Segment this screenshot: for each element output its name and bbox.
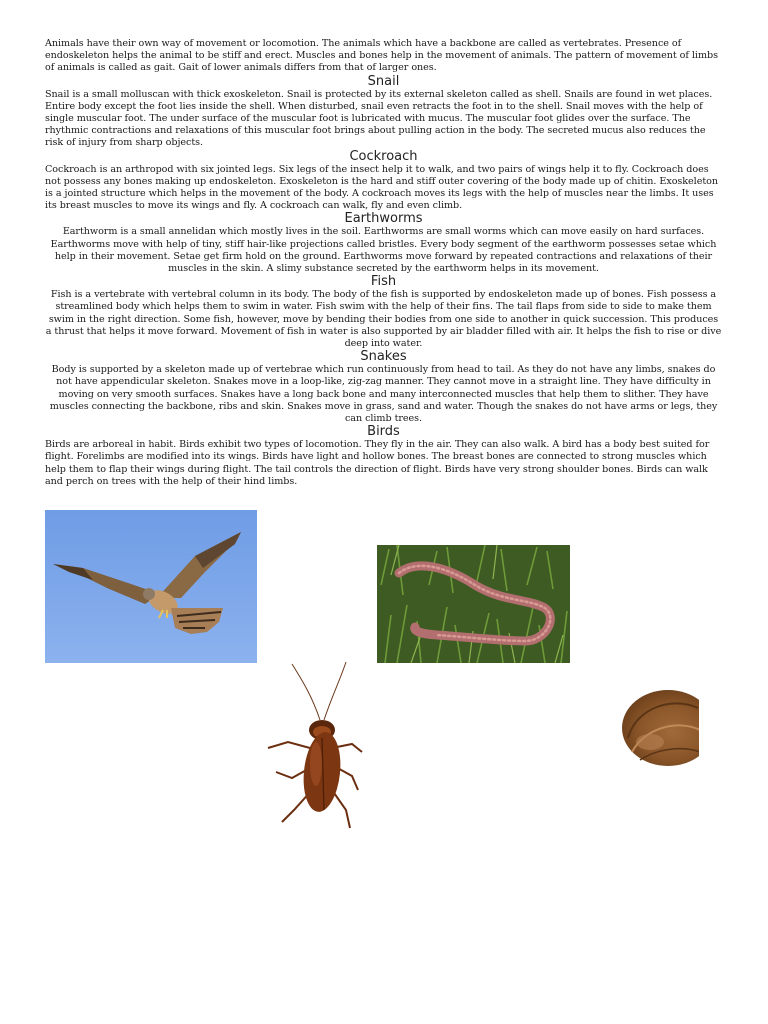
bird-photo <box>45 510 257 663</box>
paragraph-fish: Fish is a vertebrate with vertebral column in its body. The body of the fish is supported by endoskeleton made up of bones. Fish possess a streamlined body which helps them to swim in water. Fish swim with the help of their fins. The tail flaps from side to side to make them swim in the right direction. Some fish, however, move by bending their bodies from one side to another in quick succession. This produces a thrust that helps it move forward. Movement of fish in water is also supported by air bladder filled with air. It helps the fish to rise or dive deep into water. <box>45 289 722 350</box>
heading-snakes: Snakes <box>360 349 407 365</box>
paragraph-snakes: Body is supported by a skeleton made up of vertebrae which run continuously from head to tail. As they do not have any limbs, snakes do not have appendicular skeleton. Snakes move in a loop-like, zig-zag manner. They cannot move in a straight line. They have difficulty in moving on very smooth surfaces. Snakes have a long back bone and many interconnected muscles that help them to slither. They have muscles connecting the backbone, ribs and skin. Snakes move in grass, sand and water. Though the snakes do not have arms or legs, they can climb trees. <box>49 364 718 425</box>
heading-snail: Snail <box>367 73 400 89</box>
paragraph-snail: Snail is a small molluscan with thick exoskeleton. Snail is protected by its external skeleton called as shell. Snails are found in wet places. Entire body except the foot lies inside the shell. When disturbed, snail even retracts the foot in to the shell. Snail moves with the help of single muscular foot. The under surface of the muscular foot is lubricated with mucus. The muscular foot glides over the surface. The rhythmic contractions and relaxations of this muscular foot brings about pulling action in the body. The secreted mucus also reduces the risk of injury from sharp objects. <box>45 88 713 149</box>
heading-cockroach: Cockroach <box>349 148 418 164</box>
heading-birds: Birds <box>367 424 400 440</box>
paragraph-cockroach: Cockroach is an arthropod with six jointed legs. Six legs of the insect help it to walk, and two pairs of wings help it to fly. Cockroach does not possess any bones making up endoskeleton. Exoskeleton is the hard and stiff outer covering of the body made up of chitin. Exoskeleton is a jointed structure which helps in the movement of the body. A cockroach moves its legs with the help of muscles near the limbs. It uses its breast muscles to move its wings and fly. A cockroach can walk, fly and even climb. <box>45 163 718 212</box>
cockroach-photo <box>262 660 367 835</box>
snail-photo <box>580 668 700 796</box>
document-body <box>45 38 722 488</box>
heading-earthworms: Earthworms <box>344 211 423 227</box>
earthworm-photo <box>377 545 570 663</box>
paragraph-earthworms: Earthworm is a small annelidan which mostly lives in the soil. Earthworms are small worms which can move easily on hard surfaces. Earthworms move with help of tiny, stiff hair-like projections called bristles. Every body segment of the earthworm possesses setae which help in their movement. Setae get firm hold on the ground. Earthworms move forward by repeated contractions and relaxations of their muscles in the skin. A slimy substance secreted by the earthworm helps in its movement. <box>50 226 717 275</box>
intro-paragraph: Animals have their own way of movement or locomotion. The animals which have a backbone are called as vertebrates. Presence of endoskeleton helps the animal to be stiff and erect. Muscles and bones help in the movement of animals. The pattern of movement of limbs of animals is called as gait. Gait of lower animals differs from that of larger ones. <box>45 38 718 74</box>
heading-fish: Fish <box>370 274 397 290</box>
paragraph-birds: Birds are arboreal in habit. Birds exhibit two types of locomotion. They fly in the air. They can also walk. A bird has a body best suited for flight. Forelimbs are modified into its wings. Birds have light and hollow bones. The breast bones are connected to strong muscles which help them to flap their wings during flight. The tail controls the direction of flight. Birds have very strong shoulder bones. Birds can walk and perch on trees with the help of their hind limbs. <box>45 439 710 487</box>
